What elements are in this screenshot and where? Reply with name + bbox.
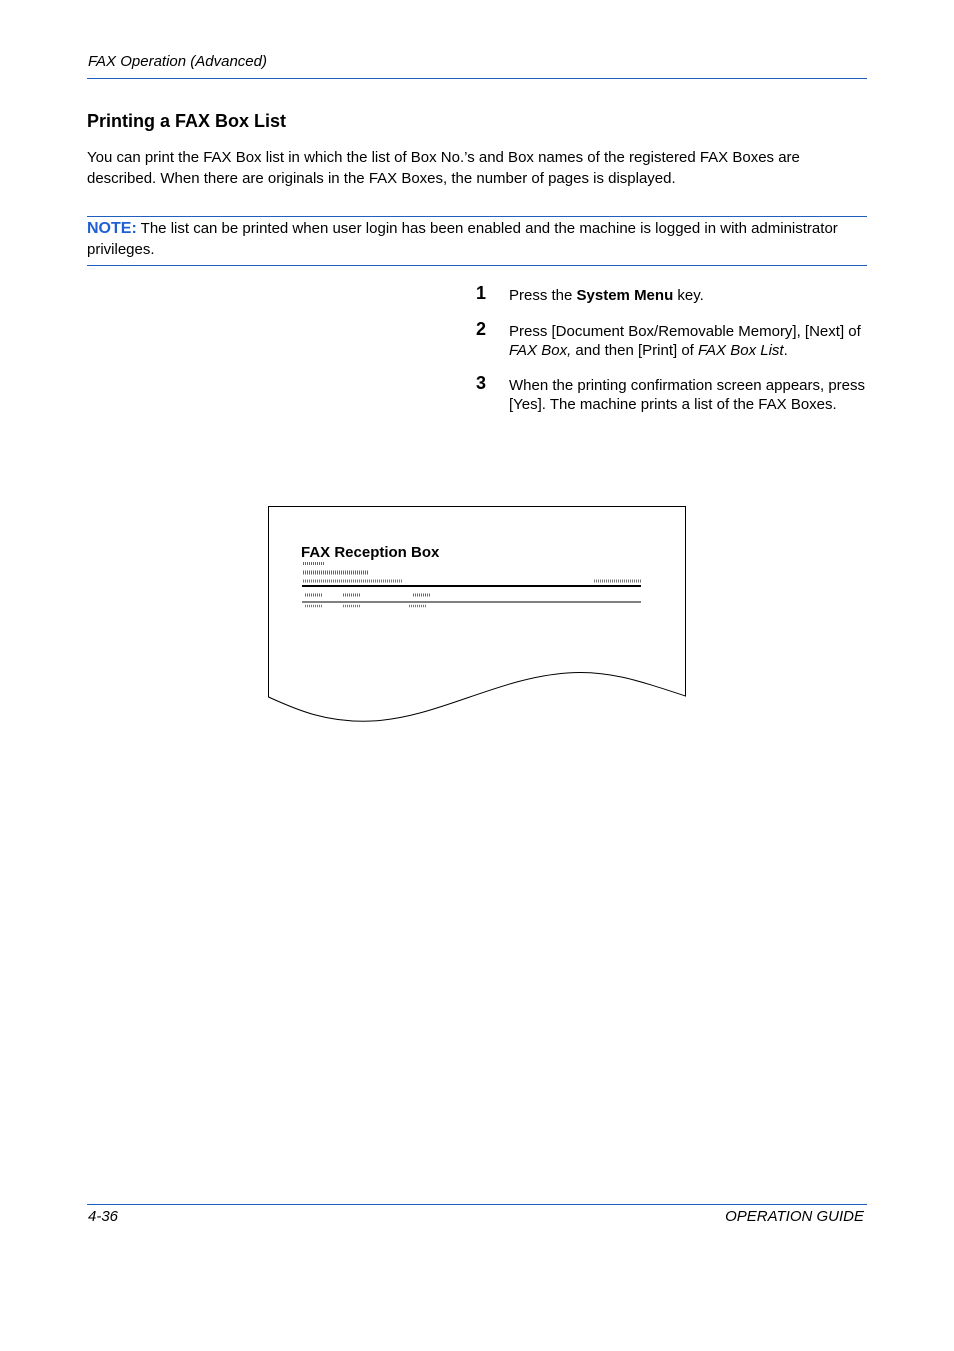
step-2 bbox=[476, 318, 876, 361]
step-text: . bbox=[783, 342, 788, 359]
note-top-rule bbox=[87, 216, 867, 217]
note-block bbox=[87, 219, 867, 260]
section-title: Printing a FAX Box List bbox=[87, 111, 287, 131]
report-title: FAX Reception Box bbox=[301, 544, 440, 561]
step-italic: FAX Box, bbox=[509, 342, 572, 359]
page-number: 4-36 bbox=[88, 1208, 119, 1225]
step-text: and then [Print] of bbox=[571, 342, 698, 359]
header-rule bbox=[87, 78, 867, 79]
running-header: FAX Operation (Advanced) bbox=[88, 53, 267, 70]
step-1 bbox=[476, 283, 876, 306]
step-text: Press [Document Box/Removable Memory], [Next] of bbox=[509, 322, 861, 340]
step-text: key. bbox=[673, 287, 704, 304]
intro-paragraph: You can print the FAX Box list in which the list of Box No.’s and Box names of the registered FAX Boxes are described. When there are originals in the FAX Boxes, the number of pages is displayed. bbox=[87, 149, 800, 187]
guide-name: OPERATION GUIDE bbox=[725, 1208, 864, 1225]
fax-box-list-printout-illustration bbox=[267, 505, 687, 725]
step-text: When the printing confirmation screen appears, press [Yes]. The machine prints a list of the FAX Boxes. bbox=[509, 376, 866, 413]
step-text: Press the bbox=[509, 287, 577, 304]
note-text: The list can be printed when user login has been enabled and the machine is logged in with administrator privileges. bbox=[87, 220, 838, 258]
step-italic: FAX Box List bbox=[698, 342, 784, 359]
system-menu-key-label: System Menu bbox=[576, 287, 674, 304]
step-3 bbox=[476, 372, 876, 415]
step-number: 1 bbox=[476, 283, 487, 303]
step-number: 3 bbox=[476, 372, 487, 393]
steps-list bbox=[476, 283, 876, 415]
paper-outline bbox=[269, 507, 686, 722]
step-number: 2 bbox=[476, 318, 487, 339]
note-label: NOTE: bbox=[87, 220, 137, 237]
note-bottom-rule bbox=[87, 265, 867, 266]
footer-rule bbox=[87, 1204, 867, 1205]
